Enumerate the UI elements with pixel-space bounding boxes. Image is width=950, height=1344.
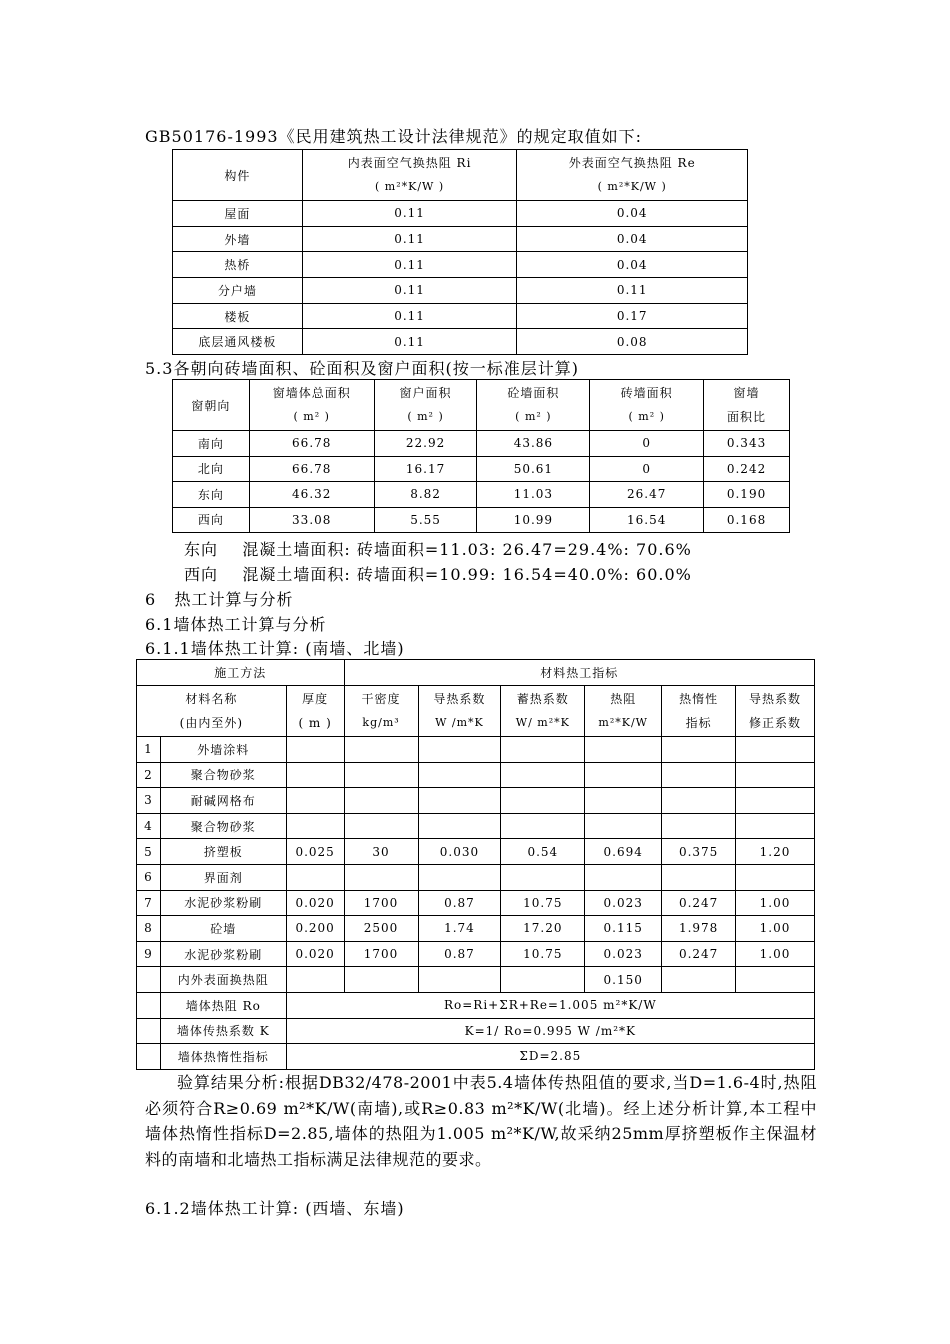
storage: 17.20 <box>501 916 585 942</box>
table-row <box>173 456 790 482</box>
material-name: 砼墙 <box>160 916 286 942</box>
ro-label: 墙体热阻 Ro <box>160 992 286 1018</box>
header-storage-unit: W/ m²*K <box>515 716 570 729</box>
header-resistance-label: 热阻 <box>610 692 637 706</box>
ro-row <box>137 992 815 1018</box>
re-value: 0.04 <box>517 226 748 252</box>
header-total-label: 窗墙体总面积 <box>272 386 351 400</box>
conductivity <box>418 737 501 763</box>
row-number: 8 <box>137 916 161 942</box>
table-row <box>137 788 815 814</box>
table-row <box>173 252 748 278</box>
thickness <box>286 788 344 814</box>
component-name: 外墙 <box>173 226 303 252</box>
thickness: 0.020 <box>286 890 344 916</box>
correction: 1.00 <box>736 941 815 967</box>
table-row <box>137 737 815 763</box>
header-storage-label: 蓄热系数 <box>516 692 569 706</box>
component-name: 底层通风楼板 <box>173 329 303 355</box>
thickness <box>286 864 344 890</box>
material-name: 耐碱网格布 <box>160 788 286 814</box>
header-inertia-label-2: 指标 <box>685 716 712 730</box>
header-concrete-area <box>477 380 590 431</box>
table-row <box>137 864 815 890</box>
density <box>344 788 418 814</box>
header-ratio <box>704 380 790 431</box>
header-material <box>137 686 287 737</box>
table-row <box>173 303 748 329</box>
inertia: 1.978 <box>662 916 736 942</box>
thickness <box>286 737 344 763</box>
conductivity <box>418 864 501 890</box>
header-ri-unit: ( m²*K/W ) <box>374 180 445 193</box>
d-label: 墙体热惰性指标 <box>160 1044 286 1070</box>
component-name: 热桥 <box>173 252 303 278</box>
table-row <box>173 201 748 227</box>
table-row <box>173 278 748 304</box>
header-conductivity <box>418 686 501 737</box>
inertia <box>662 864 736 890</box>
brick-area: 26.47 <box>590 482 704 508</box>
header-brick-area <box>590 380 704 431</box>
d-row <box>137 1044 815 1070</box>
correction: 1.20 <box>736 839 815 865</box>
table-row <box>137 839 815 865</box>
brick-area: 0 <box>590 431 704 457</box>
storage <box>501 813 585 839</box>
surface-resistance-table <box>172 149 748 355</box>
brick-area: 0 <box>590 456 704 482</box>
material-name: 水泥砂浆粉刷 <box>160 941 286 967</box>
k-row <box>137 1018 815 1044</box>
thickness: 0.025 <box>286 839 344 865</box>
blank-cell <box>501 967 585 993</box>
re-value: 0.17 <box>517 303 748 329</box>
component-name: 楼板 <box>173 303 303 329</box>
resistance: 0.115 <box>585 916 662 942</box>
header-method: 施工方法 <box>137 660 345 686</box>
conductivity: 0.87 <box>418 890 501 916</box>
blank-cell <box>137 967 161 993</box>
material-name: 聚合物砂浆 <box>160 762 286 788</box>
resistance <box>585 813 662 839</box>
header-ratio-line1: 窗墙 <box>733 386 760 400</box>
row-number: 4 <box>137 813 161 839</box>
analysis-paragraph: 验算结果分析:根据DB32/478-2001中表5.4墙体传热阻值的要求,当D=1.6-4时,热阻必须符合R≥0.69 m²*K/W(南墙),或R≥0.83 m²*K/W(北墙)。经上述分析计算,本工程中墙体热惰性指标D=2.85,墙体的热阻为1.005 m²*K/W,故采纳25mm厚挤塑板作主保温材料的南墙和北墙热工指标满足法律规范的要求。 <box>145 1073 817 1169</box>
concrete-area: 10.99 <box>477 507 590 533</box>
material-name: 聚合物砂浆 <box>160 813 286 839</box>
section-612-heading: 6.1.2墙体热工计算: (西墙、东墙) <box>145 1199 405 1218</box>
resistance <box>585 864 662 890</box>
resistance <box>585 788 662 814</box>
blank-cell <box>137 1044 161 1070</box>
inertia: 0.375 <box>662 839 736 865</box>
row-number: 7 <box>137 890 161 916</box>
table-row <box>137 916 815 942</box>
orientation: 北向 <box>173 456 250 482</box>
header-material-order: (由内至外) <box>179 716 244 730</box>
re-value: 0.04 <box>517 252 748 278</box>
ri-value: 0.11 <box>302 226 517 252</box>
header-correction <box>736 686 815 737</box>
material-name: 界面剂 <box>160 864 286 890</box>
table-row <box>173 507 790 533</box>
header-ratio-line2: 面积比 <box>727 410 767 424</box>
total-area: 46.32 <box>249 482 374 508</box>
component-name: 分户墙 <box>173 278 303 304</box>
row-number: 6 <box>137 864 161 890</box>
header-ri <box>302 150 517 201</box>
east-ratio-line: 东向 混凝土墙面积: 砖墙面积=11.03: 26.47=29.4%: 70.6% <box>184 540 692 559</box>
window-area: 8.82 <box>374 482 477 508</box>
header-thickness-unit: ( m ) <box>298 716 332 730</box>
surface-resistance-row <box>137 967 815 993</box>
resistance: 0.694 <box>585 839 662 865</box>
header-total-area <box>249 380 374 431</box>
section-53-heading: 5.3各朝向砖墙面积、砼面积及窗户面积(按一标准层计算) <box>145 359 579 378</box>
concrete-area: 43.86 <box>477 431 590 457</box>
inertia <box>662 762 736 788</box>
header-inertia-label: 热惰性 <box>679 692 719 706</box>
header-unit: ( m² ) <box>515 410 552 423</box>
section-6-heading: 6 热工计算与分析 <box>145 590 294 609</box>
window-wall-ratio: 0.242 <box>704 456 790 482</box>
re-value: 0.08 <box>517 329 748 355</box>
window-area: 22.92 <box>374 431 477 457</box>
header-inertia <box>662 686 736 737</box>
header-ri-label: 内表面空气换热阻 Ri <box>347 156 472 170</box>
density: 1700 <box>344 890 418 916</box>
thickness: 0.200 <box>286 916 344 942</box>
blank-cell <box>418 967 501 993</box>
header-re-label: 外表面空气换热阻 Re <box>568 156 696 170</box>
thickness: 0.020 <box>286 941 344 967</box>
orientation: 南向 <box>173 431 250 457</box>
header-storage <box>501 686 585 737</box>
re-value: 0.04 <box>517 201 748 227</box>
ri-value: 0.11 <box>302 201 517 227</box>
header-window-area <box>374 380 477 431</box>
blank-cell <box>137 1018 161 1044</box>
material-name: 挤塑板 <box>160 839 286 865</box>
density: 30 <box>344 839 418 865</box>
total-area: 66.78 <box>249 456 374 482</box>
header-density-unit: kg/m³ <box>362 716 400 729</box>
blank-cell <box>344 967 418 993</box>
storage <box>501 762 585 788</box>
header-resistance <box>585 686 662 737</box>
resistance <box>585 737 662 763</box>
header-conductivity-unit: W /m*K <box>435 716 484 729</box>
density: 2500 <box>344 916 418 942</box>
wall-thermal-table <box>136 659 815 1070</box>
re-value: 0.11 <box>517 278 748 304</box>
correction <box>736 788 815 814</box>
window-area: 5.55 <box>374 507 477 533</box>
header-thickness-label: 厚度 <box>302 692 329 706</box>
correction: 1.00 <box>736 890 815 916</box>
inertia <box>662 737 736 763</box>
thickness <box>286 762 344 788</box>
material-name: 水泥砂浆粉刷 <box>160 890 286 916</box>
window-wall-ratio: 0.190 <box>704 482 790 508</box>
blank-cell <box>662 967 736 993</box>
density <box>344 762 418 788</box>
correction <box>736 762 815 788</box>
table-row <box>137 941 815 967</box>
orientation: 西向 <box>173 507 250 533</box>
resistance <box>585 762 662 788</box>
d-value: ΣD=2.85 <box>286 1044 814 1070</box>
table-row <box>173 226 748 252</box>
window-area: 16.17 <box>374 456 477 482</box>
row-number: 2 <box>137 762 161 788</box>
table-row <box>137 890 815 916</box>
resistance: 0.023 <box>585 941 662 967</box>
storage: 10.75 <box>501 941 585 967</box>
header-resistance-unit: m²*K/W <box>598 716 648 729</box>
storage <box>501 788 585 814</box>
section-611-heading: 6.1.1墙体热工计算: (南墙、北墙) <box>145 639 405 658</box>
blank-cell <box>137 992 161 1018</box>
section-61-heading: 6.1墙体热工计算与分析 <box>145 615 327 634</box>
header-unit: ( m² ) <box>628 410 665 423</box>
resistance: 0.023 <box>585 890 662 916</box>
storage <box>501 737 585 763</box>
conductivity: 1.74 <box>418 916 501 942</box>
storage <box>501 864 585 890</box>
row-number: 5 <box>137 839 161 865</box>
surface-resistance-value: 0.150 <box>585 967 662 993</box>
header-unit: ( m² ) <box>293 410 330 423</box>
header-orientation: 窗朝向 <box>173 380 250 431</box>
header-re <box>517 150 748 201</box>
header-material-label: 材料名称 <box>185 692 238 706</box>
table-row <box>137 762 815 788</box>
conductivity: 0.87 <box>418 941 501 967</box>
k-value: K=1/ Ro=0.995 W /m²*K <box>286 1018 814 1044</box>
ri-value: 0.11 <box>302 278 517 304</box>
table-row <box>173 329 748 355</box>
storage: 10.75 <box>501 890 585 916</box>
row-number: 3 <box>137 788 161 814</box>
table-row <box>173 431 790 457</box>
table-row <box>173 482 790 508</box>
storage: 0.54 <box>501 839 585 865</box>
correction <box>736 737 815 763</box>
total-area: 33.08 <box>249 507 374 533</box>
density <box>344 864 418 890</box>
total-area: 66.78 <box>249 431 374 457</box>
header-concrete-label: 砼墙面积 <box>507 386 560 400</box>
inertia: 0.247 <box>662 890 736 916</box>
table-row <box>137 813 815 839</box>
surface-resistance-label: 内外表面换热阻 <box>160 967 286 993</box>
west-ratio-line: 西向 混凝土墙面积: 砖墙面积=10.99: 16.54=40.0%: 60.0% <box>184 565 692 584</box>
header-correction-label-2: 修正系数 <box>749 716 802 730</box>
correction: 1.00 <box>736 916 815 942</box>
conductivity <box>418 762 501 788</box>
density: 1700 <box>344 941 418 967</box>
ri-value: 0.11 <box>302 329 517 355</box>
thickness <box>286 813 344 839</box>
component-name: 屋面 <box>173 201 303 227</box>
header-unit: ( m² ) <box>407 410 444 423</box>
blank-cell <box>736 967 815 993</box>
row-number: 9 <box>137 941 161 967</box>
brick-area: 16.54 <box>590 507 704 533</box>
header-thermal-index: 材料热工指标 <box>344 660 814 686</box>
inertia <box>662 813 736 839</box>
concrete-area: 50.61 <box>477 456 590 482</box>
window-wall-ratio: 0.343 <box>704 431 790 457</box>
concrete-area: 11.03 <box>477 482 590 508</box>
header-density <box>344 686 418 737</box>
ro-value: Ro=Ri+ΣR+Re=1.005 m²*K/W <box>286 992 814 1018</box>
blank-cell <box>286 967 344 993</box>
orientation-area-table <box>172 379 790 533</box>
density <box>344 737 418 763</box>
inertia <box>662 788 736 814</box>
inertia: 0.247 <box>662 941 736 967</box>
gb-heading: GB50176-1993《民用建筑热工设计法律规范》的规定取值如下: <box>145 127 642 146</box>
correction <box>736 813 815 839</box>
header-re-unit: ( m²*K/W ) <box>597 180 667 193</box>
header-density-label: 干密度 <box>361 692 401 706</box>
header-brick-label: 砖墙面积 <box>620 386 673 400</box>
ri-value: 0.11 <box>302 303 517 329</box>
density <box>344 813 418 839</box>
conductivity: 0.030 <box>418 839 501 865</box>
header-thickness <box>286 686 344 737</box>
header-component: 构件 <box>173 150 303 201</box>
correction <box>736 864 815 890</box>
orientation: 东向 <box>173 482 250 508</box>
header-window-label: 窗户面积 <box>399 386 452 400</box>
conductivity <box>418 788 501 814</box>
header-correction-label: 导热系数 <box>749 692 802 706</box>
window-wall-ratio: 0.168 <box>704 507 790 533</box>
ri-value: 0.11 <box>302 252 517 278</box>
header-conductivity-label: 导热系数 <box>433 692 486 706</box>
k-label: 墙体传热系数 K <box>160 1018 286 1044</box>
conductivity <box>418 813 501 839</box>
material-name: 外墙涂料 <box>160 737 286 763</box>
row-number: 1 <box>137 737 161 763</box>
